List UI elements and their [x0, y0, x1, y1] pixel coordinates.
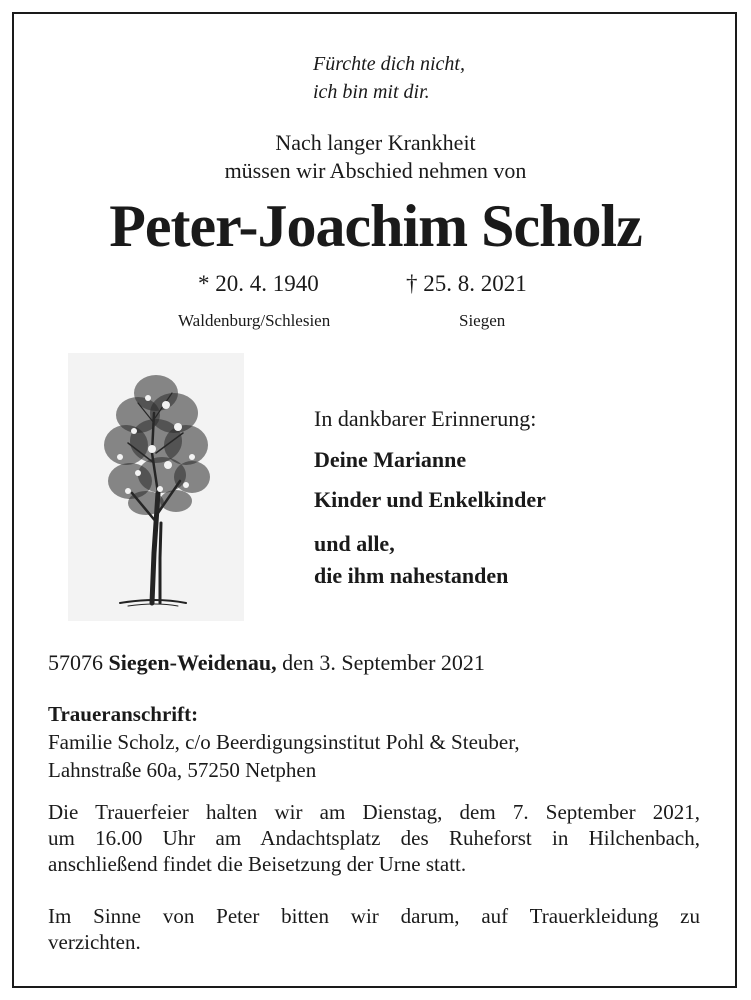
mourner-others-line-1: und alle,: [314, 531, 395, 556]
mourning-address-line-2: Lahnstraße 60a, 57250 Netphen: [48, 758, 317, 782]
service-line-3: anschließend findet die Beisetzung der Urne statt.: [48, 852, 467, 876]
deceased-name: Peter-Joachim Scholz: [109, 193, 642, 259]
motto: [313, 50, 465, 106]
mourner-marianne: Deine Marianne: [314, 447, 467, 472]
tree-icon: [68, 353, 244, 621]
death-symbol: †: [406, 271, 418, 296]
birth-date: [198, 271, 319, 297]
mourners-intro: In dankbarer Erinnerung:: [314, 406, 537, 431]
mourning-address-line-1: Familie Scholz, c/o Beerdigungsinstitut Pohl & Steuber,: [48, 730, 520, 754]
postcode: 57076: [48, 650, 103, 675]
notice-date: den 3. September 2021: [282, 650, 485, 675]
request-line-1: Im Sinne von Peter bitten wir darum, auf Trauerkleidung zu: [48, 904, 700, 928]
mourner-children: Kinder und Enkelkinder: [314, 487, 546, 512]
intro-line-1: Nach langer Krankheit: [275, 130, 476, 155]
request-line-2: verzichten.: [48, 930, 141, 954]
city: Siegen-Weidenau,: [108, 650, 277, 675]
place-date-line: [48, 648, 485, 678]
mourning-address-label: Traueranschrift:: [48, 702, 199, 726]
birth-date-value: 20. 4. 1940: [215, 271, 319, 296]
mourner-others-line-2: die ihm nahestanden: [314, 563, 509, 588]
service-paragraph: [48, 799, 700, 877]
death-place: Siegen: [459, 311, 506, 330]
service-line-1: Die Trauerfeier halten wir am Dienstag, dem 7. September 2021,: [48, 800, 700, 824]
intro-line-2: müssen wir Abschied nehmen von: [224, 158, 527, 183]
death-date: [406, 271, 527, 297]
motto-line-2: ich bin mit dir.: [313, 81, 430, 103]
tree-drawing: [68, 353, 244, 621]
birth-symbol: *: [198, 271, 210, 296]
motto-line-1: Fürchte dich nicht,: [313, 53, 465, 75]
birth-place: Waldenburg/Schlesien: [178, 311, 331, 330]
death-date-value: 25. 8. 2021: [423, 271, 527, 296]
service-line-2: um 16.00 Uhr am Andachtsplatz des Ruheforst in Hilchenbach,: [48, 826, 700, 850]
request-paragraph: [48, 903, 700, 955]
